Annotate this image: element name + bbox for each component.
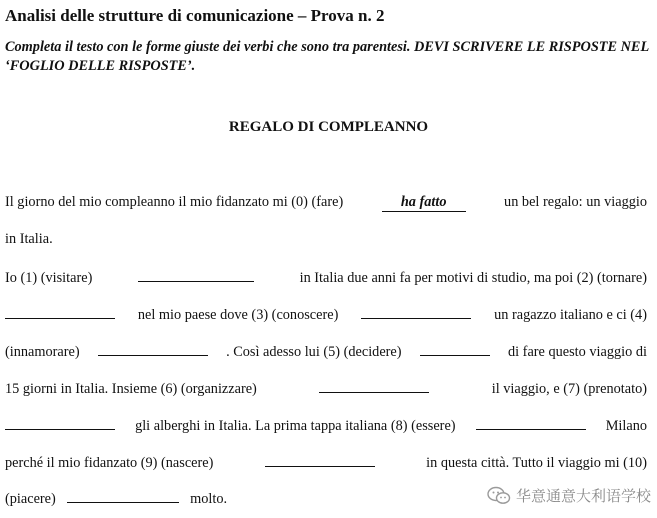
text-segment: gli alberghi in Italia. La prima tappa italiana (8) (essere) — [135, 418, 456, 434]
text-segment: Milano — [605, 418, 647, 434]
example-answer: ha fatto — [382, 194, 466, 212]
text-line-2 — [5, 231, 647, 248]
text-segment: Il giorno del mio compleanno il mio fidanzato mi (0) (fare) — [5, 194, 344, 210]
text-line-6 — [5, 379, 647, 398]
text-segment: in questa città. Tutto il viaggio mi (10) — [426, 455, 647, 471]
answer-blank-5[interactable] — [420, 342, 490, 356]
text-segment: (piacere) — [5, 491, 56, 507]
text-line-4 — [5, 305, 647, 324]
answer-blank-1[interactable] — [138, 268, 254, 282]
text-segment: (innamorare) — [5, 344, 80, 360]
text-segment: perché il mio fidanzato (9) (nascere) — [5, 455, 214, 471]
answer-blank-10[interactable] — [67, 489, 179, 503]
story-title: REGALO DI COMPLEANNO — [228, 119, 429, 135]
answer-blank-6[interactable] — [319, 379, 429, 393]
text-segment: un ragazzo italiano e ci (4) — [494, 307, 647, 323]
answer-blank-8[interactable] — [476, 416, 586, 430]
text-segment: molto. — [190, 491, 228, 507]
text-segment: . Così adesso lui (5) (decidere) — [226, 344, 402, 360]
watermark-text: 华意通意大利语学校 — [515, 487, 651, 505]
answer-blank-2[interactable] — [5, 305, 115, 319]
text-line-1 — [5, 194, 647, 212]
answer-blank-4[interactable] — [98, 342, 208, 356]
text-segment: in Italia. — [5, 231, 53, 247]
answer-blank-3[interactable] — [361, 305, 471, 319]
answer-blank-9[interactable] — [265, 453, 375, 467]
text-line-8 — [5, 453, 647, 472]
text-segment: di fare questo viaggio di — [507, 344, 647, 360]
text-line-5 — [5, 342, 647, 361]
wechat-icon — [487, 486, 511, 506]
page-title: Analisi delle strutture di comunicazione – Prova n. 2 — [5, 6, 385, 25]
text-line-3 — [5, 268, 647, 287]
instructions: Completa il testo con le forme giuste dei verbi che sono tra parentesi. DEVI SCRIVERE LE RISPOSTE NEL ‘FOGLIO DELLE RISPOSTE’. — [5, 39, 649, 74]
text-segment: nel mio paese dove (3) (conoscere) — [137, 307, 339, 323]
text-segment: il viaggio, e (7) (prenotato) — [491, 381, 647, 397]
text-segment: Io (1) (visitare) — [5, 270, 93, 286]
text-segment: un bel regalo: un viaggio — [504, 194, 647, 210]
watermark — [487, 485, 651, 506]
text-line-7 — [5, 416, 647, 435]
answer-blank-7[interactable] — [5, 416, 115, 430]
text-segment: in Italia due anni fa per motivi di studio, ma poi (2) (tornare) — [299, 270, 647, 286]
text-segment: 15 giorni in Italia. Insieme (6) (organizzare) — [5, 381, 257, 397]
